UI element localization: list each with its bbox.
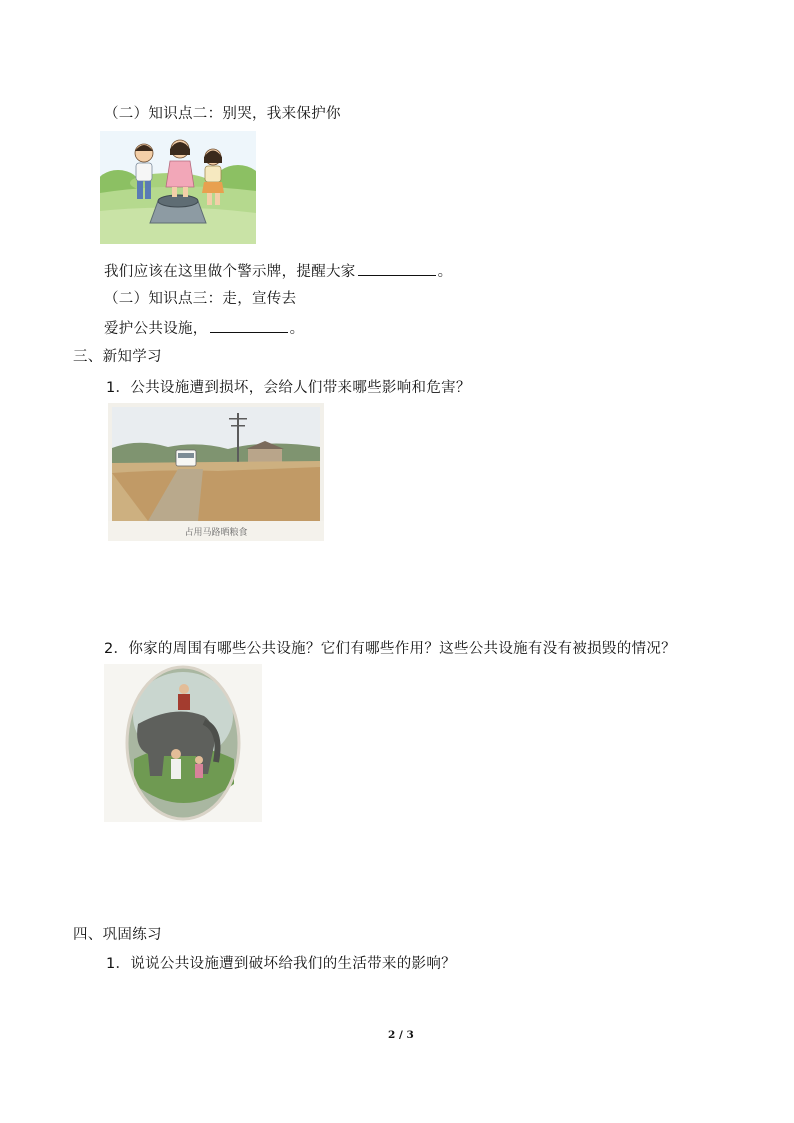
page-number: 2 / 3 xyxy=(388,1029,414,1041)
k2-sentence xyxy=(104,261,452,282)
k2-heading: （二）知识点二：别哭，我来保护你 xyxy=(104,106,341,122)
children-manhole-drawing xyxy=(100,131,256,244)
k3-sentence-text: 爱护公共设施， xyxy=(104,321,208,337)
k2-sentence-end: 。 xyxy=(437,264,453,280)
photo-road-grain-drying xyxy=(108,403,324,541)
photo-caption: 占用马路晒粮食 xyxy=(184,528,248,538)
answer-blank[interactable] xyxy=(210,318,288,333)
photo-children-climbing-statue xyxy=(104,664,262,822)
k3-sentence xyxy=(104,318,304,339)
answer-blank[interactable] xyxy=(358,261,436,276)
section-3-question-1: 1．公共设施遭到损坏，会给人们带来哪些影响和危害？ xyxy=(106,380,471,396)
section-3-question-2: 2．你家的周围有哪些公共设施？它们有哪些作用？这些公共设施有没有被损毁的情况？ xyxy=(104,641,676,657)
k3-sentence-end: 。 xyxy=(289,321,305,337)
statue-photo xyxy=(104,664,262,822)
k3-heading: （二）知识点三：走，宣传去 xyxy=(104,291,297,307)
illustration-children-manhole xyxy=(100,131,256,244)
section-4-heading: 四、巩固练习 xyxy=(73,927,162,943)
section-4-question-1: 1．说说公共设施遭到破坏给我们的生活带来的影响？ xyxy=(106,956,456,972)
road-grain-photo xyxy=(108,403,324,541)
section-3-heading: 三、新知学习 xyxy=(73,349,162,365)
k2-sentence-text: 我们应该在这里做个警示牌，提醒大家 xyxy=(104,264,356,280)
